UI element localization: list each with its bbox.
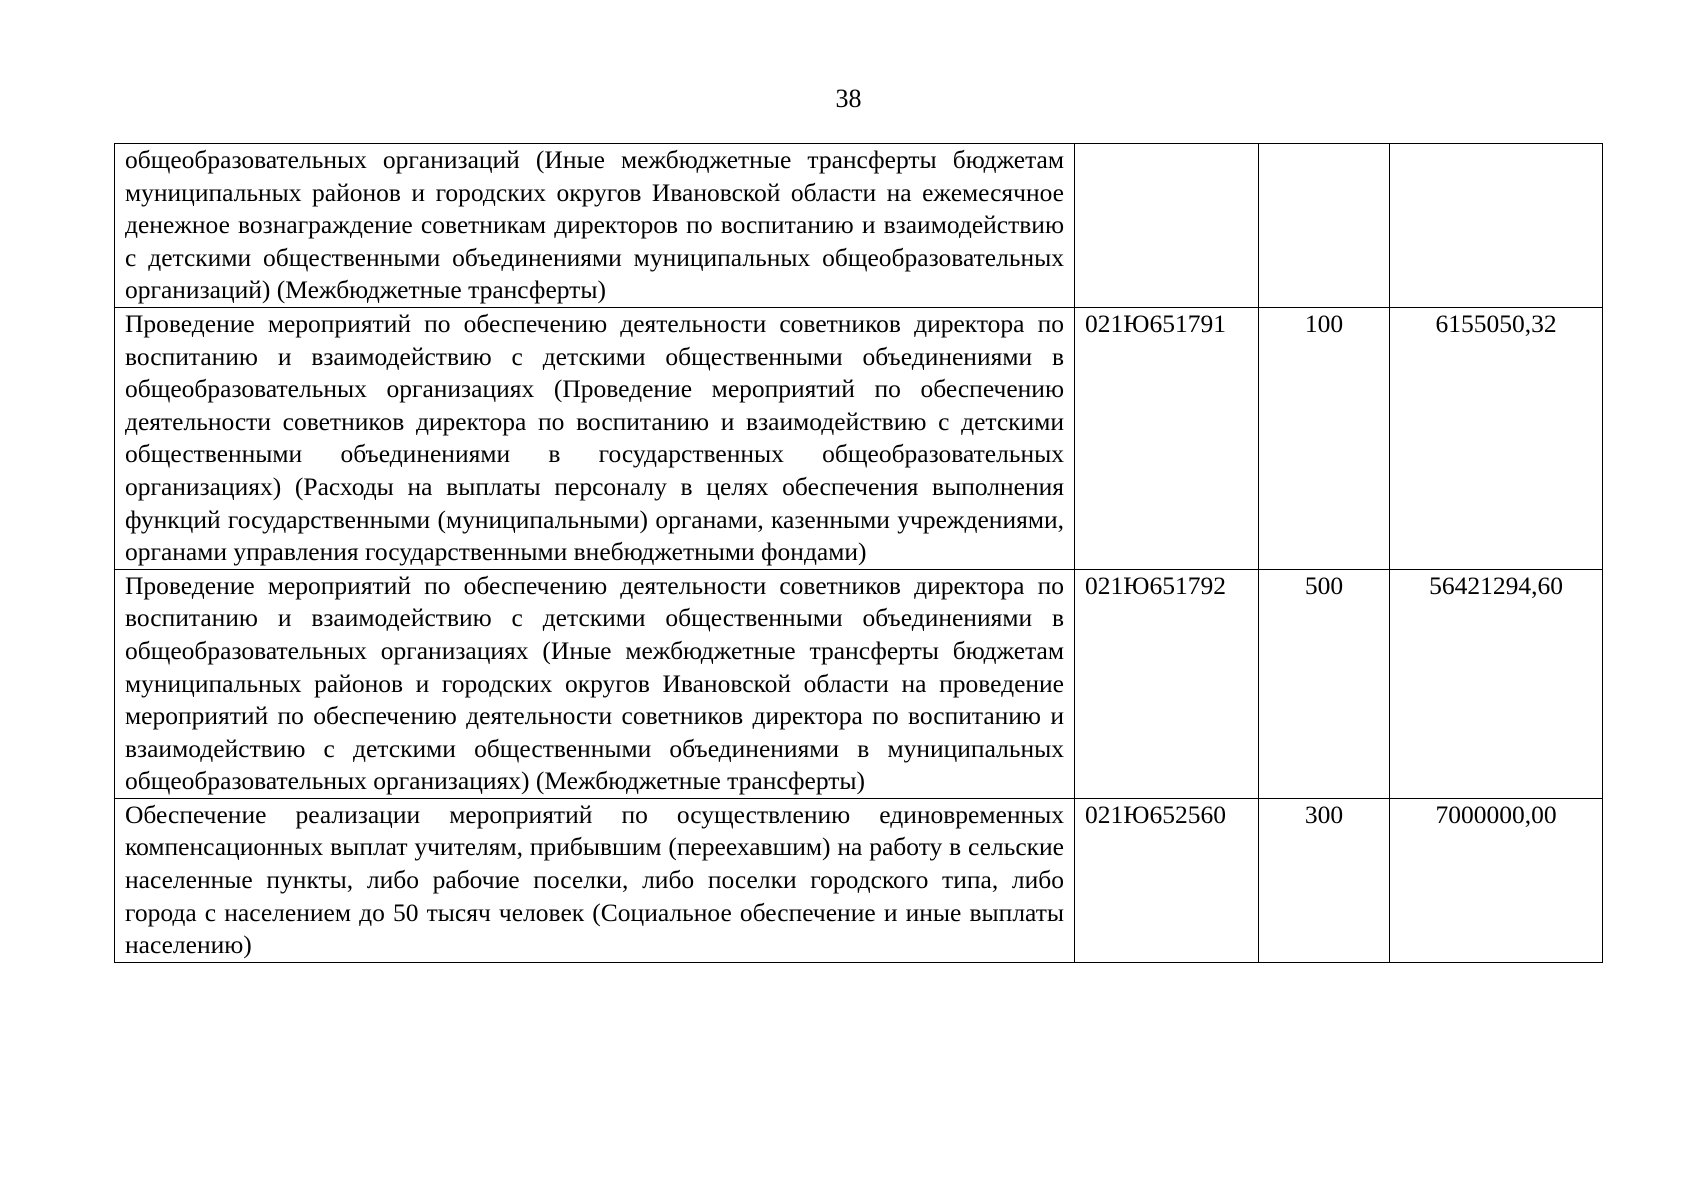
row-description: Проведение мероприятий по обеспечению деятельности советников директора по воспитанию и взаимодействию с детскими общественными объединениями в общеобразовательных организациях (Проведение мероприятий по обеспечению деятельности советников директора по воспитанию и взаимодействию с детскими общественными объединениями в государственных общеобразовательных организациях) (Расходы на выплаты персоналу в целях обеспечения выполнения функций государственными (муниципальными) органами, казенными учреждениями, органами управления государственными внебюджетными фондами): [115, 307, 1075, 569]
row-target-code: 021Ю652560: [1075, 798, 1259, 962]
table-row: [115, 144, 1603, 308]
row-description: Обеспечение реализации мероприятий по осуществлению единовременных компенсационных выплат учителям, прибывшим (переехавшим) на работу в сельские населенные пункты, либо рабочие поселки, либо поселки городского типа, либо города с населением до 50 тысяч человек (Социальное обеспечение и иные выплаты населению): [115, 798, 1075, 962]
row-expense-type: 500: [1259, 569, 1390, 798]
row-description: Проведение мероприятий по обеспечению деятельности советников директора по воспитанию и взаимодействию с детскими общественными объединениями в общеобразовательных организациях (Иные межбюджетные трансферты бюджетам муниципальных районов и городских округов Ивановской области на проведение мероприятий по обеспечению деятельности советников директора по воспитанию и взаимодействию с детскими общественными объединениями в муниципальных общеобразовательных организациях) (Межбюджетные трансферты): [115, 569, 1075, 798]
budget-table: [114, 143, 1603, 963]
page-number: 38: [835, 84, 862, 113]
row-amount: 6155050,32: [1390, 307, 1603, 569]
table-row: [115, 307, 1603, 569]
row-target-code: 021Ю651791: [1075, 307, 1259, 569]
row-target-code: 021Ю651792: [1075, 569, 1259, 798]
row-amount: 7000000,00: [1390, 798, 1603, 962]
table-row: [115, 798, 1603, 962]
row-description: общеобразовательных организаций (Иные межбюджетные трансферты бюджетам муниципальных районов и городских округов Ивановской области на ежемесячное денежное вознаграждение советникам директоров по воспитанию и взаимодействию с детскими общественными объединениями муниципальных общеобразовательных организаций) (Межбюджетные трансферты): [115, 144, 1075, 308]
row-amount: [1390, 144, 1603, 308]
table-row: [115, 569, 1603, 798]
row-amount: 56421294,60: [1390, 569, 1603, 798]
row-expense-type: 300: [1259, 798, 1390, 962]
row-expense-type: 100: [1259, 307, 1390, 569]
row-target-code: [1075, 144, 1259, 308]
row-expense-type: [1259, 144, 1390, 308]
